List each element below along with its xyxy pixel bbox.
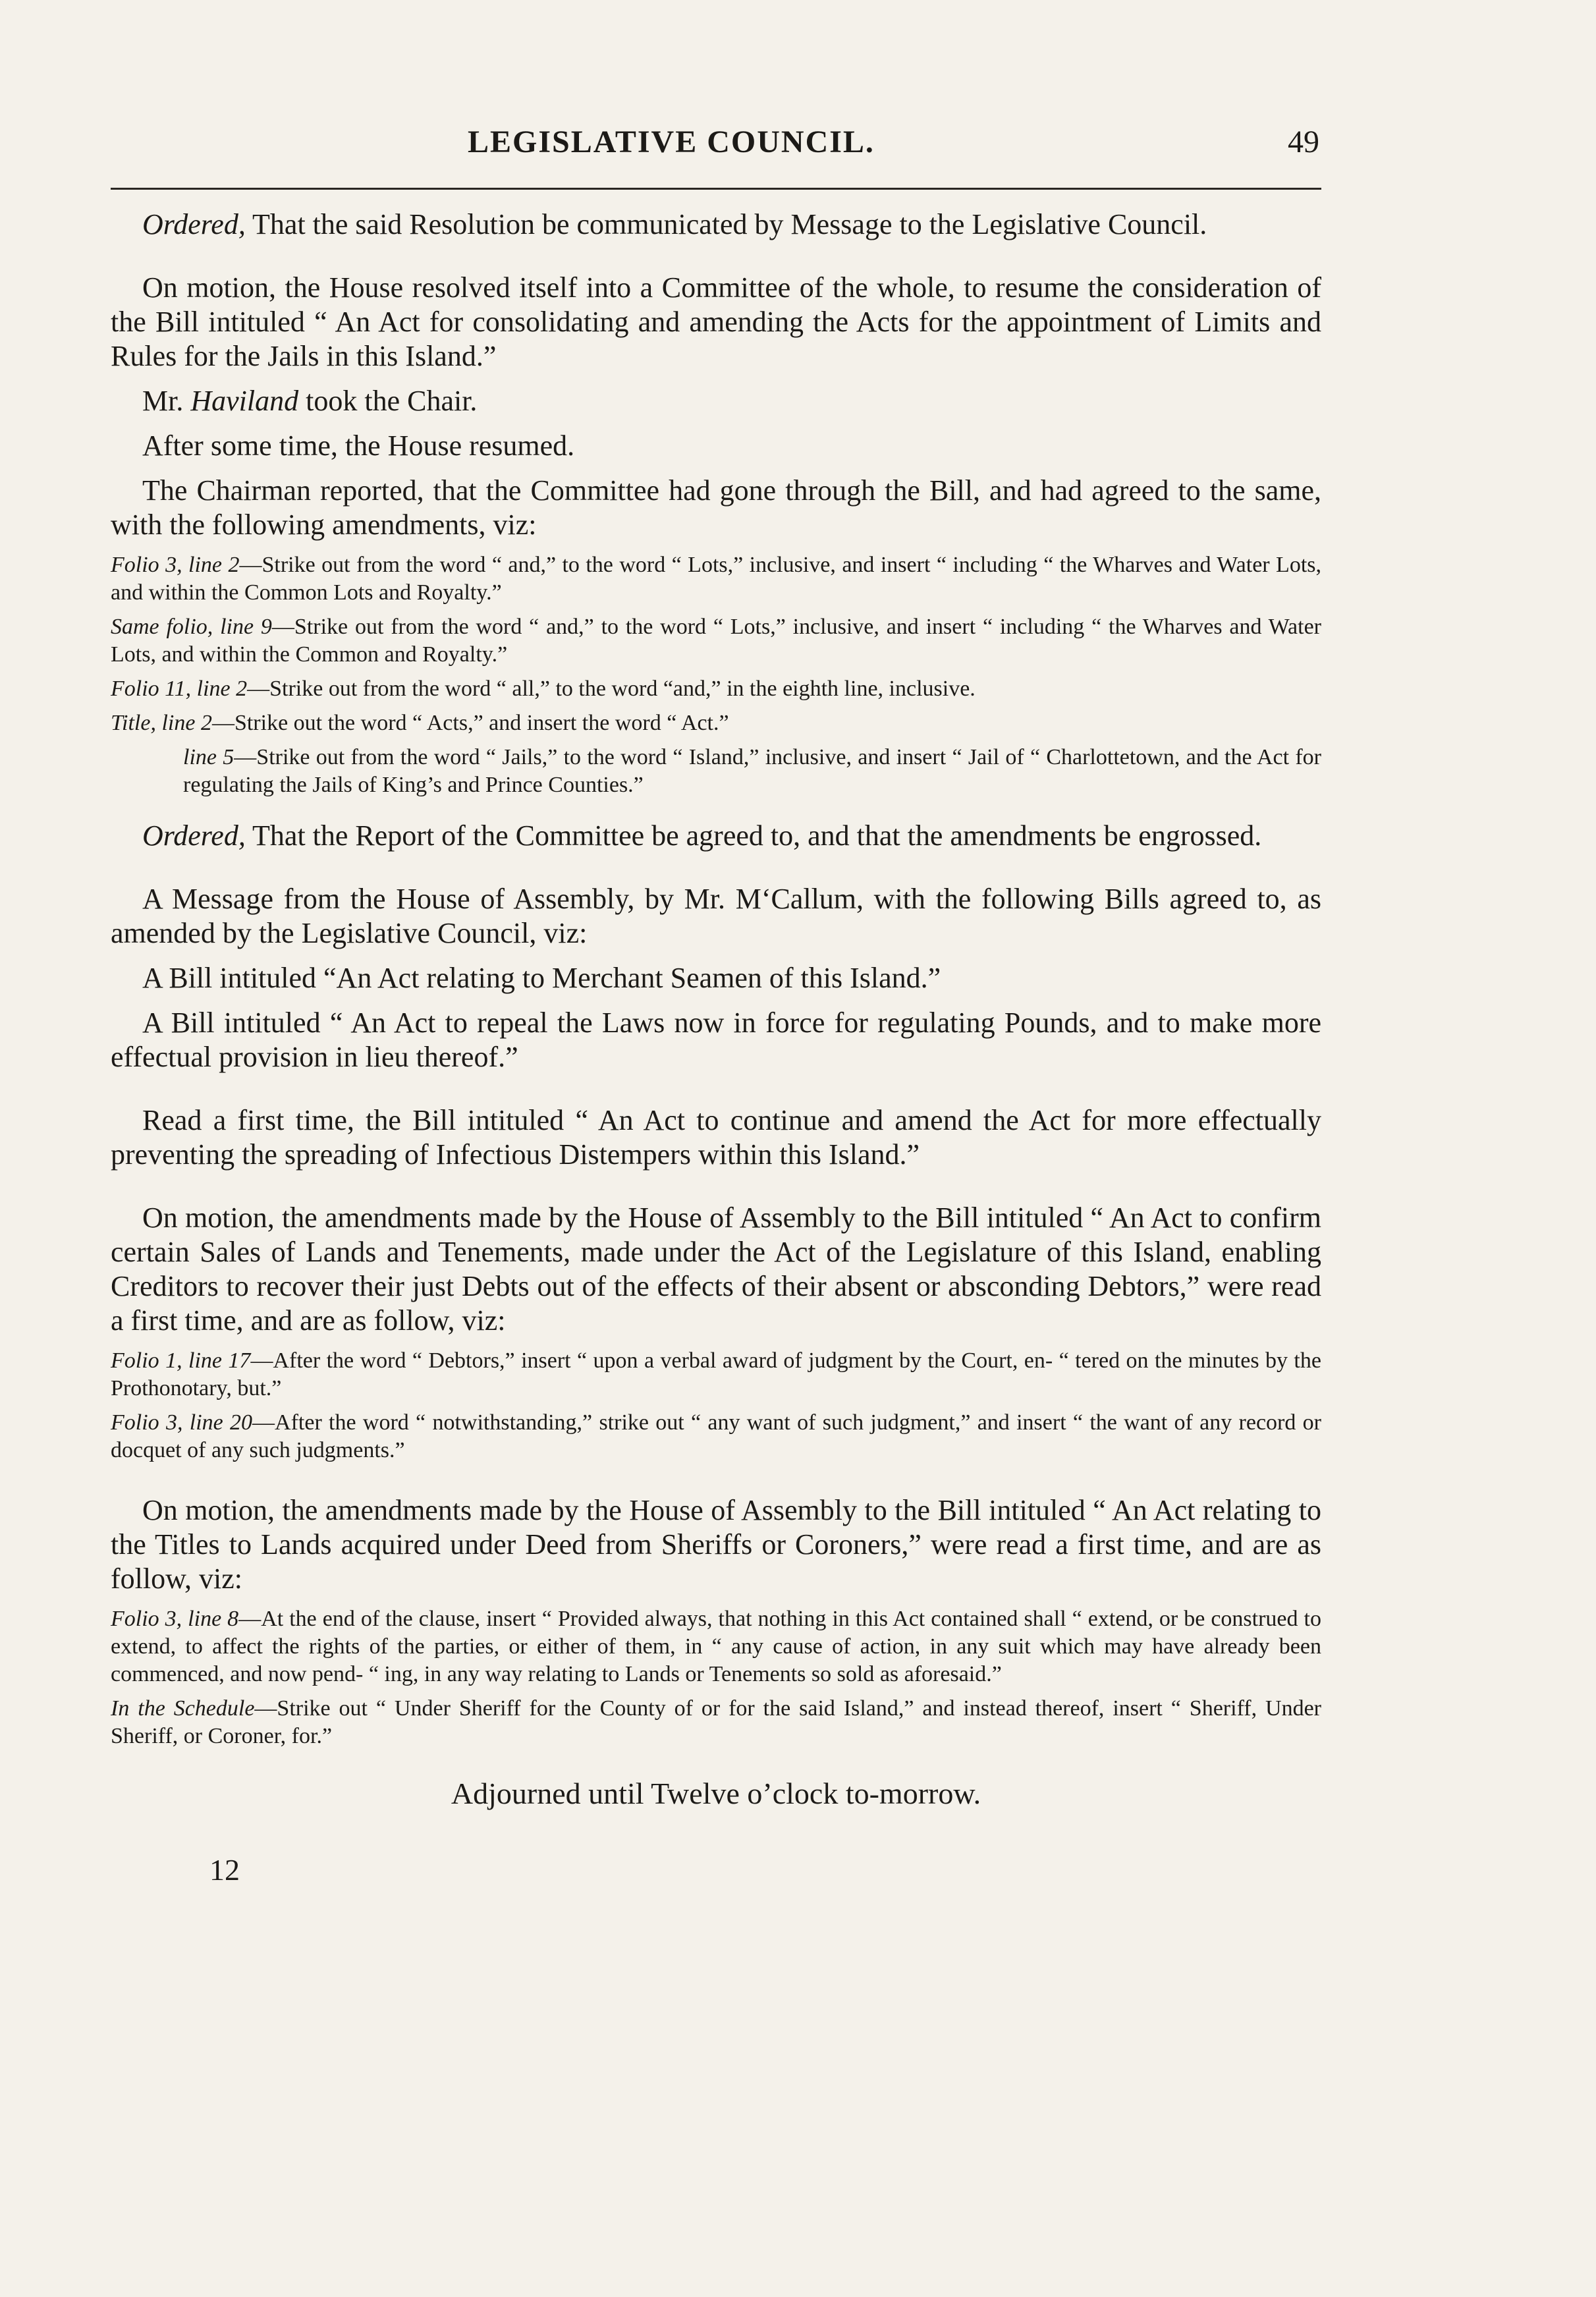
amendments-list-titles: [111, 1605, 1321, 1750]
amendment-text: —After the word “ Debtors,” insert “ upon a verbal award of judgment by the Court, en- “ tered on the minutes by the Prothonotary, but.”: [111, 1348, 1321, 1400]
amendment-ref: Folio 11, line 2: [111, 677, 248, 701]
amendment-text: —At the end of the clause, insert “ Provided always, that nothing in this Act contained shall “ extend, or be construed to extend, to affect the rights of the parties, or either of them, in “ any cause of action, in any suit which may have already been commenced, and now pend- “ ing, in any way relating to Lands or Tenements so sold as aforesaid.”: [111, 1607, 1321, 1686]
chair-suffix: took the Chair.: [306, 385, 478, 417]
paragraph-text: That the Report of the Committee be agreed to, and that the amendments be engrossed.: [252, 819, 1262, 852]
page-number: 49: [1288, 125, 1319, 159]
amendment-item: [111, 613, 1321, 669]
paragraph-house-resumed: After some time, the House resumed.: [142, 429, 575, 462]
running-title: LEGISLATIVE COUNCIL.: [468, 125, 875, 159]
paragraph-bill-pounds: A Bill intituled “ An Act to repeal the Laws now in force for regulating Pounds, and to make more effectual provision in lieu thereof.”: [111, 1007, 1321, 1073]
amendment-text: —Strike out from the word “ Jails,” to the word “ Island,” inclusive, and insert “ Jail of “ Charlottetown, and the Act for regulating the Jails of King’s and Prince Counties.”: [183, 745, 1322, 797]
amendment-text: —After the word “ notwithstanding,” strike out “ any want of such judgment,” and insert “ the want of any record or docquet of any such judgments.”: [111, 1410, 1321, 1462]
paragraph-chairman-report: The Chairman reported, that the Committee had gone through the Bill, and had agreed to the same, with the following amendments, viz:: [111, 474, 1321, 541]
signature-mark: 12: [209, 1853, 240, 1887]
amendment-text: —Strike out the word “ Acts,” and insert the word “ Act.”: [211, 711, 729, 735]
amendment-ref: Same folio, line 9: [111, 615, 272, 639]
amendment-text: —Strike out from the word “ and,” to the word “ Lots,” inclusive, and insert “ including “ the Wharves and Water Lots, and within the Common Lots and Royalty.”: [111, 553, 1321, 605]
amendment-item: [111, 709, 1321, 737]
ordered-label: Ordered,: [142, 208, 246, 240]
paragraph-amendments-titles: On motion, the amendments made by the House of Assembly to the Bill intituled “ An Act relating to the Titles to Lands acquired under Deed from Sheriffs or Coroners,” were read a first time, and are as follow, viz:: [111, 1494, 1321, 1595]
amendment-ref: In the Schedule: [111, 1696, 255, 1721]
paragraph-ordered-resolution: [111, 208, 1321, 242]
page-header: [112, 124, 1319, 170]
chair-name: Haviland: [190, 385, 299, 417]
amendments-list-sales: [111, 1347, 1321, 1464]
amendment-ref: Folio 3, line 2: [111, 553, 240, 577]
amendment-text: —Strike out from the word “ all,” to the word “and,” in the eighth line, inclusive.: [247, 677, 976, 701]
amendment-ref: line 5: [183, 745, 234, 769]
amendment-item: [111, 1409, 1321, 1464]
paragraph-chair: [111, 384, 1321, 418]
amendment-ref: Title, line 2: [111, 711, 212, 735]
paragraph-committee-motion: On motion, the House resolved itself into a Committee of the whole, to resume the consideration of the Bill intituled “ An Act for consolidating and amending the Acts for the appointment of Limits and Rules for the Jails in this Island.”: [111, 271, 1321, 372]
page-body: [111, 208, 1321, 1841]
amendment-item: [111, 744, 1321, 799]
amendment-text: —Strike out from the word “ and,” to the word “ Lots,” inclusive, and insert “ including “ the Wharves and Water Lots, and within the Common and Royalty.”: [111, 615, 1321, 667]
adjournment-line: Adjourned until Twelve o’clock to-morrow.: [451, 1777, 981, 1810]
paragraph-text: That the said Resolution be communicated by Message to the Legislative Council.: [252, 208, 1207, 240]
amendment-ref: Folio 3, line 8: [111, 1607, 239, 1631]
amendment-item: [111, 1347, 1321, 1402]
ordered-label: Ordered,: [142, 819, 246, 852]
amendments-list-jails: [111, 551, 1321, 799]
header-rule: [111, 188, 1321, 190]
chair-prefix: Mr.: [142, 385, 184, 417]
paragraph-message-assembly: A Message from the House of Assembly, by Mr. M‘Callum, with the following Bills agreed to, as amended by the Legislative Council, viz:: [111, 883, 1321, 949]
amendment-item: [111, 551, 1321, 607]
paragraph-amendments-sales: On motion, the amendments made by the House of Assembly to the Bill intituled “ An Act to confirm certain Sales of Lands and Tenements, made under the Act of the Legislature of this Island, enabling Creditors to recover their just Debts out of the effects of their absent or absconding Debtors,” were read a first time, and are as follow, viz:: [111, 1202, 1321, 1337]
paragraph-first-reading: Read a first time, the Bill intituled “ An Act to continue and amend the Act for more effectually preventing the spreading of Infectious Distempers within this Island.”: [111, 1104, 1321, 1171]
paragraph-ordered-report: [111, 819, 1321, 853]
amendment-ref: Folio 3, line 20: [111, 1410, 253, 1435]
amendment-item: [111, 1605, 1321, 1688]
amendment-item: [111, 675, 1321, 703]
amendment-item: [111, 1695, 1321, 1750]
amendment-ref: Folio 1, line 17: [111, 1348, 251, 1373]
amendment-text: —Strike out “ Under Sheriff for the County of or for the said Island,” and instead thereof, insert “ Sheriff, Under Sheriff, or Coroner, for.”: [111, 1696, 1321, 1748]
paragraph-bill-merchant-seamen: A Bill intituled “An Act relating to Merchant Seamen of this Island.”: [142, 962, 941, 994]
